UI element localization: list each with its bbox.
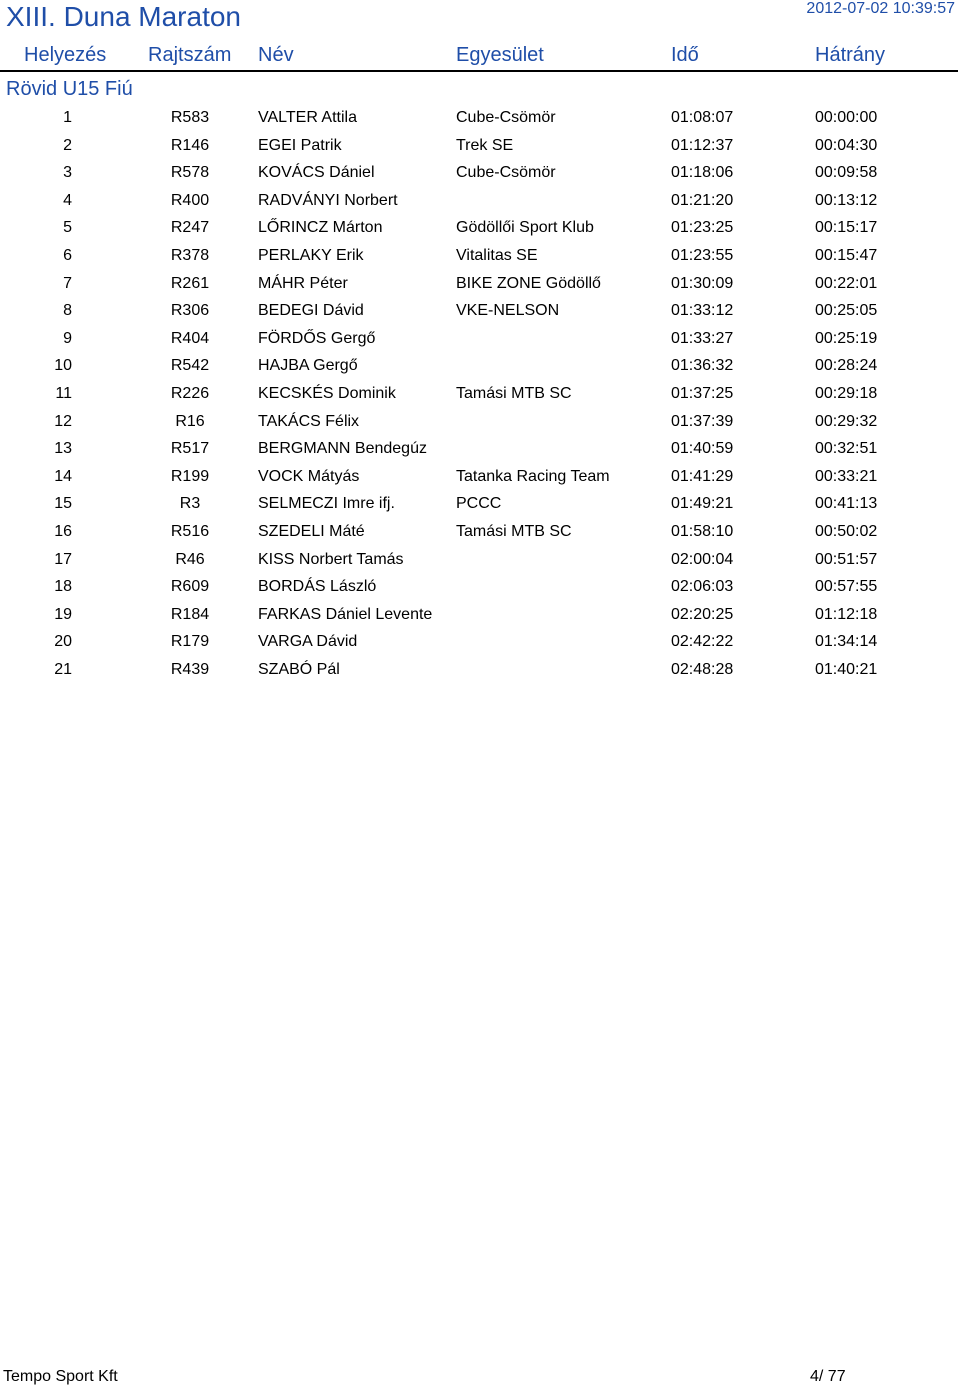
cell-position: 6 [63, 246, 72, 264]
cell-time: 01:37:39 [671, 412, 734, 430]
cell-name: VALTER Attila [258, 109, 357, 126]
cell-bib: R3 [179, 495, 201, 513]
cell-time: 02:42:22 [671, 633, 734, 651]
cell-name: EGEI Patrik [258, 136, 342, 154]
table-row [0, 463, 960, 491]
cell-gap: 00:51:57 [815, 550, 878, 568]
cell-position: 4 [63, 191, 72, 209]
cell-position: 1 [63, 109, 72, 126]
cell-time: 01:58:10 [671, 522, 734, 540]
cell-gap: 00:25:19 [815, 329, 878, 347]
column-header-bib: Rajtszám [148, 44, 232, 66]
cell-club: Cube-Csömör [456, 109, 556, 126]
cell-gap: 00:57:55 [815, 578, 878, 596]
cell-time: 02:06:03 [671, 578, 734, 596]
cell-name: LŐRINCZ Márton [258, 219, 383, 237]
table-row [0, 518, 960, 546]
cell-bib: R516 [170, 522, 210, 540]
cell-bib: R400 [170, 191, 210, 209]
cell-position: 14 [54, 467, 72, 485]
cell-gap: 00:13:12 [815, 191, 878, 209]
cell-position: 10 [54, 357, 72, 375]
cell-club: BIKE ZONE Gödöllő [456, 274, 601, 292]
column-header-position: Helyezés [24, 44, 107, 66]
footer-page-number: 4/ 77 [810, 1368, 846, 1385]
cell-position: 21 [54, 660, 72, 678]
results-table-body [0, 104, 960, 683]
cell-name: MÁHR Péter [258, 274, 348, 292]
cell-gap: 00:09:58 [815, 164, 878, 182]
table-row [0, 380, 960, 408]
cell-club: Gödöllői Sport Klub [456, 219, 594, 237]
cell-position: 8 [63, 302, 72, 320]
cell-name: PERLAKY Erik [258, 246, 364, 264]
column-header-club: Egyesület [456, 44, 544, 66]
cell-name: BERGMANN Bendegúz [258, 440, 427, 458]
cell-bib: R578 [170, 164, 210, 182]
cell-bib: R439 [170, 660, 210, 678]
column-header-name: Név [258, 44, 294, 66]
cell-club: Trek SE [456, 136, 514, 154]
cell-time: 02:00:04 [671, 550, 734, 568]
header-divider [0, 70, 958, 72]
cell-name: VARGA Dávid [258, 633, 358, 651]
table-row [0, 435, 960, 463]
cell-position: 12 [54, 412, 72, 430]
table-row [0, 242, 960, 270]
cell-position: 20 [54, 633, 72, 651]
cell-time: 02:48:28 [671, 660, 734, 678]
print-timestamp: 2012-07-02 10:39:57 [806, 0, 955, 17]
cell-bib: R542 [170, 357, 210, 375]
cell-bib: R226 [170, 384, 210, 402]
cell-gap: 00:41:13 [815, 495, 878, 513]
cell-name: FARKAS Dániel Levente [258, 605, 433, 623]
cell-club: Tamási MTB SC [456, 384, 572, 402]
cell-gap: 00:28:24 [815, 357, 878, 375]
cell-time: 01:49:21 [671, 495, 734, 513]
cell-position: 3 [63, 164, 72, 182]
cell-position: 17 [54, 550, 72, 568]
cell-club: PCCC [456, 495, 502, 513]
cell-gap: 00:04:30 [815, 136, 878, 154]
cell-position: 18 [54, 578, 72, 596]
cell-club: Vitalitas SE [456, 246, 538, 264]
cell-time: 01:23:25 [671, 219, 734, 237]
cell-name: TAKÁCS Félix [258, 412, 360, 430]
table-row [0, 187, 960, 215]
cell-time: 01:08:07 [671, 109, 734, 126]
cell-bib: R517 [170, 440, 210, 458]
cell-name: VOCK Mátyás [258, 467, 360, 485]
table-row [0, 159, 960, 187]
table-row [0, 214, 960, 242]
cell-club: VKE-NELSON [456, 302, 560, 320]
cell-name: BORDÁS László [258, 578, 377, 596]
cell-club: Tatanka Racing Team [456, 467, 610, 485]
cell-name: HAJBA Gergő [258, 357, 358, 375]
results-table-header [0, 42, 960, 68]
cell-gap: 00:29:18 [815, 384, 878, 402]
cell-gap: 01:34:14 [815, 633, 878, 651]
cell-time: 01:40:59 [671, 440, 734, 458]
cell-time: 01:33:27 [671, 329, 734, 347]
table-row [0, 132, 960, 160]
table-row [0, 270, 960, 298]
column-header-gap: Hátrány [815, 44, 886, 66]
cell-position: 7 [63, 274, 72, 292]
table-row [0, 656, 960, 684]
footer-organizer: Tempo Sport Kft [3, 1368, 118, 1385]
cell-gap: 00:15:17 [815, 219, 878, 237]
cell-name: RADVÁNYI Norbert [258, 191, 398, 209]
cell-gap: 00:33:21 [815, 467, 878, 485]
cell-name: SZEDELI Máté [258, 522, 365, 540]
cell-gap: 00:22:01 [815, 274, 878, 292]
cell-gap: 00:15:47 [815, 246, 878, 264]
cell-name: FÖRDŐS Gergő [258, 329, 376, 347]
cell-position: 9 [63, 329, 72, 347]
cell-position: 13 [54, 440, 72, 458]
cell-time: 01:30:09 [671, 274, 734, 292]
cell-bib: R179 [170, 633, 210, 651]
cell-gap: 00:32:51 [815, 440, 878, 458]
cell-bib: R16 [175, 412, 205, 430]
cell-position: 2 [63, 136, 72, 154]
cell-position: 16 [54, 522, 72, 540]
cell-time: 01:41:29 [671, 467, 734, 485]
cell-gap: 01:12:18 [815, 605, 878, 623]
cell-time: 01:23:55 [671, 246, 734, 264]
cell-bib: R247 [170, 219, 210, 237]
cell-name: KECSKÉS Dominik [258, 384, 396, 402]
table-row [0, 490, 960, 518]
cell-position: 11 [55, 384, 72, 402]
cell-bib: R609 [170, 578, 210, 596]
cell-name: SZABÓ Pál [258, 660, 340, 678]
cell-name: BEDEGI Dávid [258, 302, 364, 320]
cell-gap: 01:40:21 [815, 660, 878, 678]
category-title: Rövid U15 Fiú [6, 78, 133, 100]
cell-time: 01:36:32 [671, 357, 734, 375]
cell-gap: 00:00:00 [815, 109, 878, 126]
cell-time: 02:20:25 [671, 605, 734, 623]
cell-bib: R184 [170, 605, 210, 623]
cell-gap: 00:25:05 [815, 302, 878, 320]
cell-name: SELMECZI Imre ifj. [258, 495, 395, 513]
cell-bib: R378 [170, 246, 210, 264]
document-title: XIII. Duna Maraton [6, 1, 242, 32]
cell-time: 01:12:37 [671, 136, 734, 154]
cell-bib: R306 [170, 302, 210, 320]
cell-position: 15 [54, 495, 72, 513]
cell-bib: R199 [170, 467, 210, 485]
cell-bib: R261 [170, 274, 210, 292]
table-row [0, 408, 960, 436]
table-row [0, 104, 960, 132]
cell-name: KISS Norbert Tamás [258, 550, 404, 568]
table-row [0, 573, 960, 601]
cell-time: 01:37:25 [671, 384, 734, 402]
cell-time: 01:33:12 [671, 302, 734, 320]
cell-time: 01:21:20 [671, 191, 734, 209]
table-row [0, 297, 960, 325]
table-row [0, 628, 960, 656]
cell-time: 01:18:06 [671, 164, 734, 182]
cell-position: 5 [63, 219, 72, 237]
table-row [0, 546, 960, 574]
cell-position: 19 [54, 605, 72, 623]
column-header-time: Idő [671, 44, 699, 66]
table-row [0, 352, 960, 380]
cell-club: Cube-Csömör [456, 164, 556, 182]
cell-bib: R146 [170, 136, 210, 154]
cell-gap: 00:50:02 [815, 522, 878, 540]
cell-bib: R583 [170, 109, 210, 126]
table-row [0, 601, 960, 629]
table-row [0, 325, 960, 353]
cell-bib: R46 [175, 550, 205, 568]
cell-club: Tamási MTB SC [456, 522, 572, 540]
cell-bib: R404 [170, 329, 210, 347]
cell-gap: 00:29:32 [815, 412, 878, 430]
cell-name: KOVÁCS Dániel [258, 164, 375, 182]
